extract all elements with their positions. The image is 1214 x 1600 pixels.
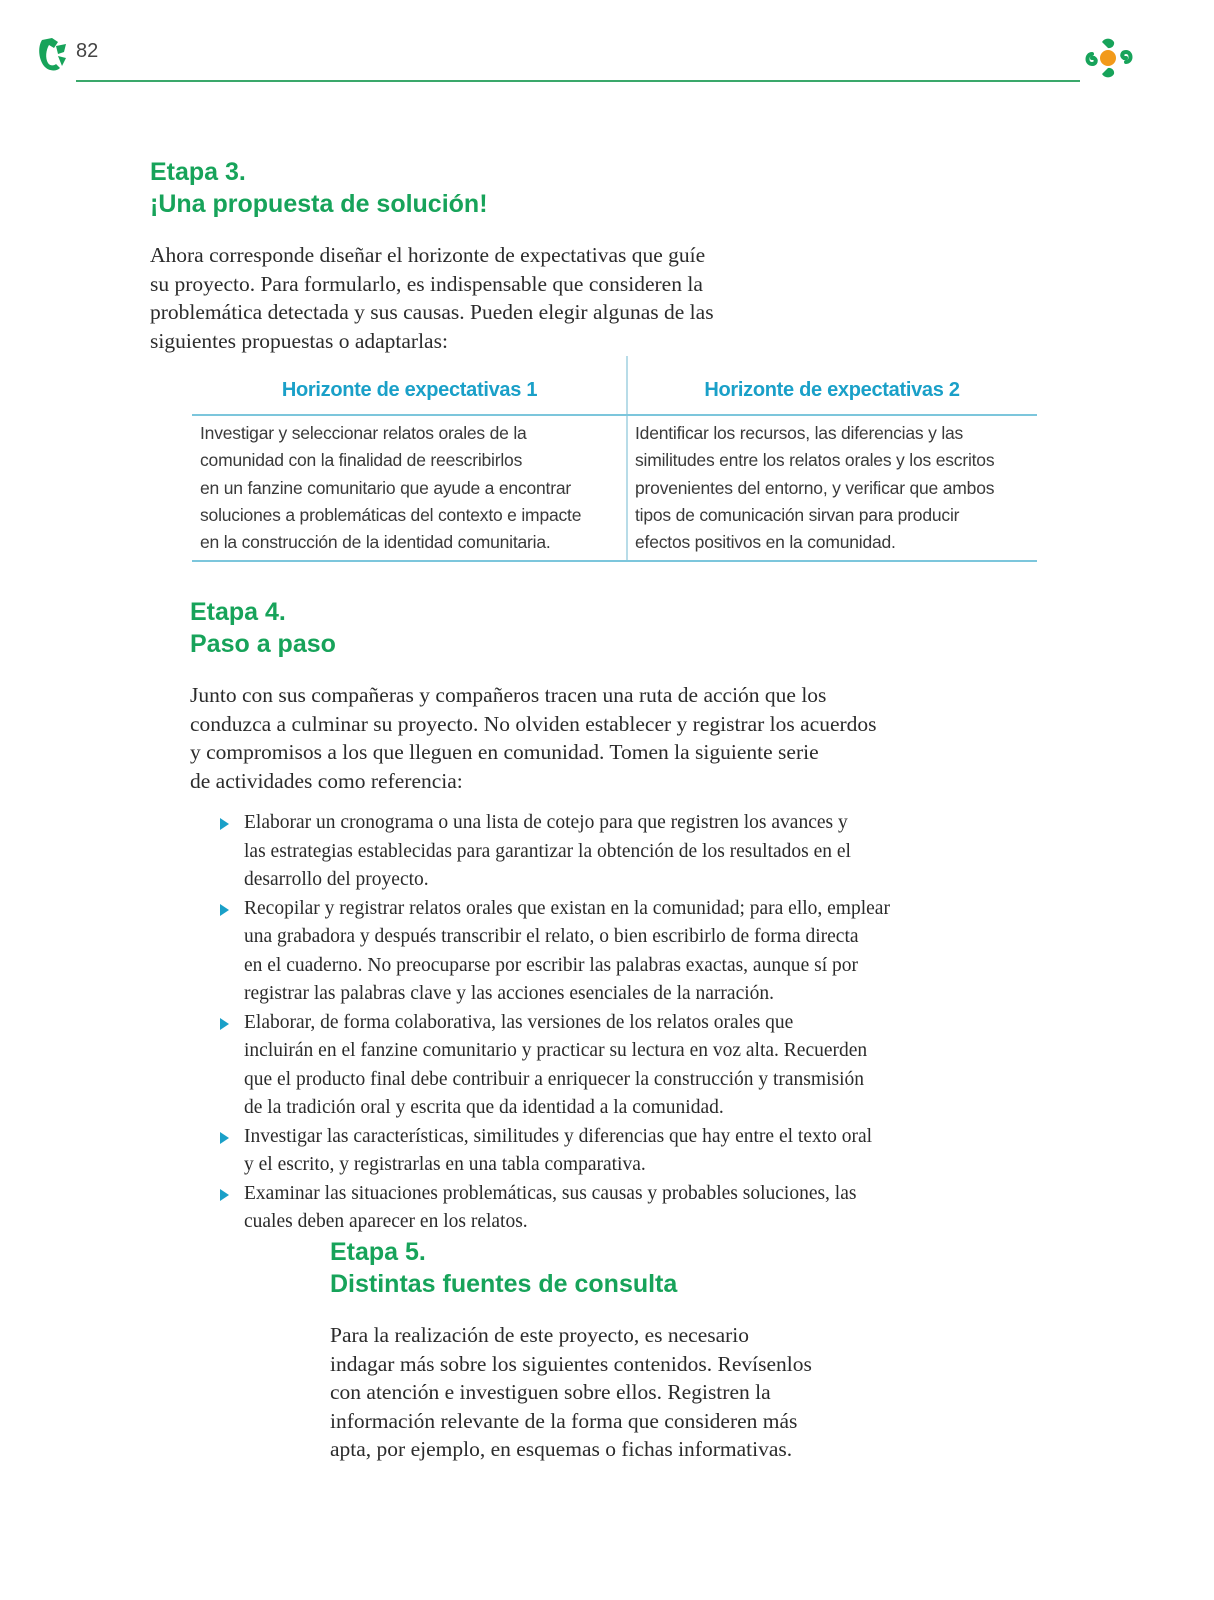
cell-line: comunidad con la finalidad de reescribirlos	[200, 450, 523, 471]
cell-line: efectos positivos en la comunidad.	[635, 532, 896, 553]
paragraph-line: apta, por ejemplo, en esquemas o fichas informativas.	[330, 1437, 793, 1461]
list-item	[218, 1009, 948, 1123]
table-cell-1	[192, 414, 627, 556]
list-item-line: y el escrito, y registrarlas en una tabla comparativa.	[244, 1154, 646, 1175]
header-divider	[76, 80, 1080, 82]
paragraph-line: y compromisos a los que lleguen en comunidad. Tomen la siguiente serie	[190, 740, 819, 764]
list-item-line: una grabadora y después transcribir el relato, o bien escribirlo de forma directa	[244, 926, 859, 947]
stage5-paragraph	[330, 1321, 812, 1464]
flower-logo-icon	[1082, 34, 1138, 86]
cell-line: tipos de comunicación sirvan para producir	[635, 504, 960, 525]
bullet-triangle-icon	[220, 1132, 229, 1144]
list-item	[218, 1123, 948, 1180]
stage3-subtitle: ¡Una propuesta de solución!	[150, 190, 488, 218]
stage3-paragraph	[150, 241, 714, 355]
paragraph-line: información relevante de la forma que consideren más	[330, 1408, 798, 1433]
cell-line: provenientes del entorno, y verificar que ambos	[635, 477, 995, 498]
paragraph-line: Junto con sus compañeras y compañeros tracen una ruta de acción que los	[190, 683, 827, 707]
stage4-subtitle: Paso a paso	[190, 630, 336, 658]
activity-list	[218, 809, 948, 1237]
glyph-icon	[36, 36, 68, 74]
stage4-title: Etapa 4.	[190, 598, 286, 626]
list-item-line: Elaborar un cronograma o una lista de cotejo para que registren los avances y	[244, 812, 848, 833]
cell-line: similitudes entre los relatos orales y los escritos	[635, 450, 995, 471]
list-item-line: de la tradición oral y escrita que da identidad a la comunidad.	[244, 1097, 724, 1118]
paragraph-line: Ahora corresponde diseñar el horizonte de expectativas que guíe	[150, 243, 706, 267]
cell-line: soluciones a problemáticas del contexto e impacte	[200, 504, 582, 525]
paragraph-line: indagar más sobre los siguientes contenidos. Revísenlos	[330, 1351, 812, 1376]
paragraph-line: su proyecto. Para formularlo, es indispensable que consideren la	[150, 271, 703, 296]
list-item-line: Examinar las situaciones problemáticas, sus causas y probables soluciones, las	[244, 1182, 857, 1204]
list-item-line: desarrollo del proyecto.	[244, 869, 429, 890]
expectations-table	[192, 366, 1037, 562]
table-header-1: Horizonte de expectativas 1	[281, 379, 538, 401]
stage5-title: Etapa 5.	[330, 1238, 426, 1266]
list-item-line: que el producto final debe contribuir a enriquecer la construcción y transmisión	[244, 1068, 864, 1090]
stage5-subtitle: Distintas fuentes de consulta	[330, 1270, 678, 1298]
list-item-line: registrar las palabras clave y las acciones esenciales de la narración.	[244, 983, 775, 1004]
list-item	[218, 1180, 948, 1237]
bullet-triangle-icon	[220, 1189, 229, 1201]
paragraph-line: Para la realización de este proyecto, es necesario	[330, 1323, 750, 1347]
cell-line: en un fanzine comunitario que ayude a encontrar	[200, 477, 571, 498]
list-item	[218, 809, 948, 895]
bullet-triangle-icon	[220, 904, 229, 916]
page-number: 82	[76, 40, 99, 62]
table-cell-2	[627, 414, 1037, 556]
list-item	[218, 895, 948, 1009]
paragraph-line: conduzca a culminar su proyecto. No olviden establecer y registrar los acuerdos	[190, 711, 877, 736]
paragraph-line: siguientes propuestas o adaptarlas:	[150, 328, 448, 353]
list-item-line: Recopilar y registrar relatos orales que existan en la comunidad; para ello, emplear	[244, 897, 890, 919]
list-item-line: en el cuaderno. No preocuparse por escribir las palabras exactas, aunque sí por	[244, 954, 858, 976]
list-item-line: cuales deben aparecer en los relatos.	[244, 1211, 528, 1232]
paragraph-line: con atención e investiguen sobre ellos. Registren la	[330, 1380, 771, 1404]
list-item-line: incluirán en el fanzine comunitario y practicar su lectura en voz alta. Recuerden	[244, 1040, 868, 1061]
cell-line: en la construcción de la identidad comunitaria.	[200, 532, 551, 553]
cell-line: Identificar los recursos, las diferencias y las	[635, 423, 964, 443]
bullet-triangle-icon	[220, 818, 229, 830]
list-item-line: las estrategias establecidas para garantizar la obtención de los resultados en el	[244, 840, 851, 862]
bullet-triangle-icon	[220, 1018, 229, 1030]
list-item-line: Investigar las características, similitudes y diferencias que hay entre el texto oral	[244, 1125, 873, 1147]
stage3-title: Etapa 3.	[150, 158, 246, 186]
cell-line: Investigar y seleccionar relatos orales de la	[200, 423, 527, 443]
stage4-paragraph	[190, 681, 877, 795]
paragraph-line: problemática detectada y sus causas. Pueden elegir algunas de las	[150, 300, 714, 324]
paragraph-line: de actividades como referencia:	[190, 768, 463, 793]
table-column-1	[192, 366, 627, 556]
table-column-2	[627, 366, 1037, 556]
table-bottom-rule	[192, 560, 1037, 562]
table-header-2: Horizonte de expectativas 2	[704, 379, 960, 401]
list-item-line: Elaborar, de forma colaborativa, las versiones de los relatos orales que	[244, 1011, 794, 1033]
